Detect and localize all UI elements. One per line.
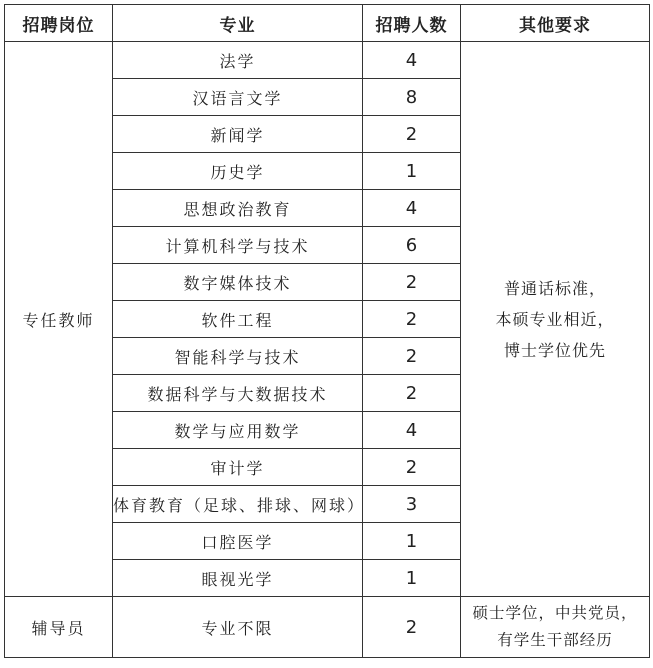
position-cell: 辅导员 xyxy=(5,597,113,658)
table-row xyxy=(5,42,650,79)
count-cell: 2 xyxy=(363,597,461,658)
count-cell: 4 xyxy=(363,412,461,449)
count-cell: 2 xyxy=(363,116,461,153)
count-cell: 3 xyxy=(363,486,461,523)
major-cell: 眼视光学 xyxy=(113,560,363,597)
count-cell: 1 xyxy=(363,153,461,190)
major-cell: 历史学 xyxy=(113,153,363,190)
header-row xyxy=(5,5,650,42)
major-cell: 计算机科学与技术 xyxy=(113,227,363,264)
major-cell: 数据科学与大数据技术 xyxy=(113,375,363,412)
header-requirements: 其他要求 xyxy=(461,5,650,42)
major-cell: 口腔医学 xyxy=(113,523,363,560)
requirements-cell: 硕士学位，中共党员， 有学生干部经历 xyxy=(461,597,650,658)
count-cell: 1 xyxy=(363,560,461,597)
major-cell: 汉语言文学 xyxy=(113,79,363,116)
position-cell: 专任教师 xyxy=(5,42,113,597)
major-cell: 思想政治教育 xyxy=(113,190,363,227)
count-cell: 2 xyxy=(363,264,461,301)
count-cell: 2 xyxy=(363,301,461,338)
requirements-cell: 普通话标准， 本硕专业相近， 博士学位优先 xyxy=(461,42,650,597)
count-cell: 2 xyxy=(363,375,461,412)
table-row xyxy=(5,597,650,658)
major-cell: 专业不限 xyxy=(113,597,363,658)
major-cell: 软件工程 xyxy=(113,301,363,338)
major-cell: 新闻学 xyxy=(113,116,363,153)
count-cell: 4 xyxy=(363,190,461,227)
major-cell: 审计学 xyxy=(113,449,363,486)
major-cell: 数字媒体技术 xyxy=(113,264,363,301)
major-cell: 数学与应用数学 xyxy=(113,412,363,449)
recruitment-table xyxy=(4,4,650,658)
header-count: 招聘人数 xyxy=(363,5,461,42)
major-cell: 体育教育（足球、排球、网球） xyxy=(113,486,363,523)
major-cell: 法学 xyxy=(113,42,363,79)
count-cell: 4 xyxy=(363,42,461,79)
header-position: 招聘岗位 xyxy=(5,5,113,42)
count-cell: 2 xyxy=(363,449,461,486)
count-cell: 2 xyxy=(363,338,461,375)
count-cell: 8 xyxy=(363,79,461,116)
major-cell: 智能科学与技术 xyxy=(113,338,363,375)
count-cell: 6 xyxy=(363,227,461,264)
header-major: 专业 xyxy=(113,5,363,42)
table-body xyxy=(5,42,650,658)
count-cell: 1 xyxy=(363,523,461,560)
